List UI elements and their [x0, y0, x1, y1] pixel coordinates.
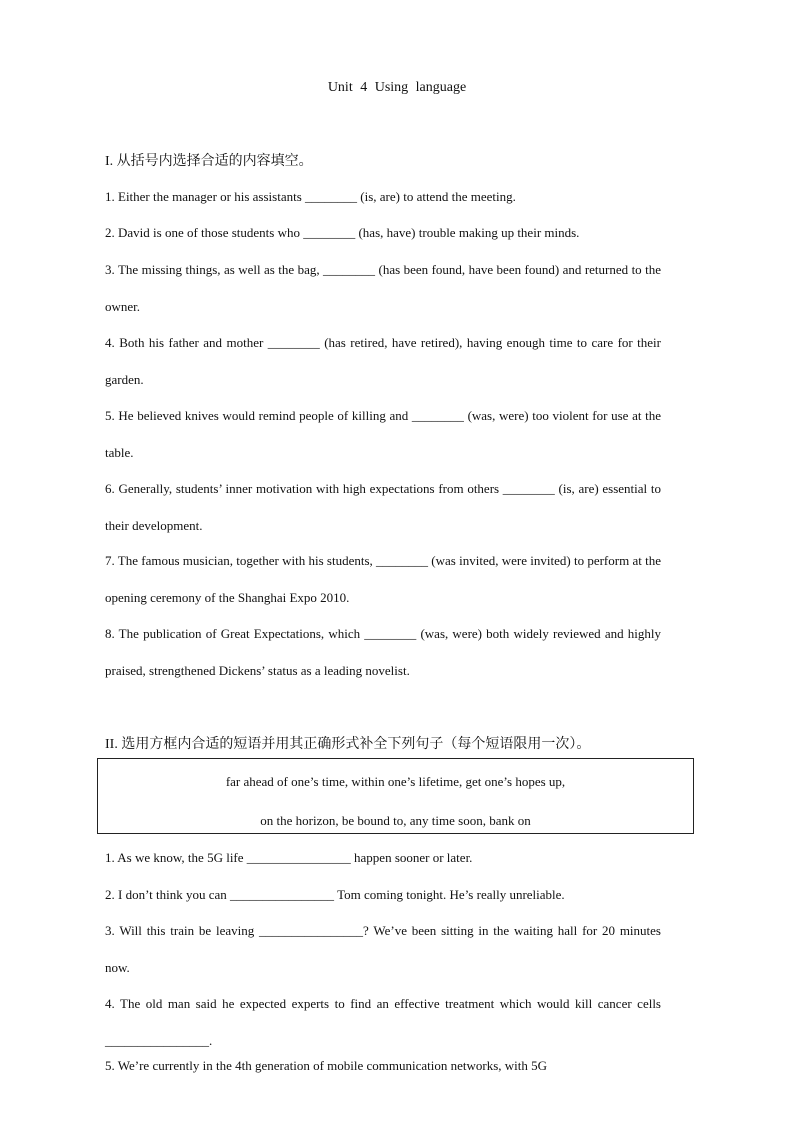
page-title: Unit 4 Using language: [327, 80, 467, 95]
question-2-3: 3. Will this train be leaving ________________? We’ve been sitting in the waiting hall for 20 minutes now.: [105, 923, 661, 975]
question-1-7: 7. The famous musician, together with his students, ________ (was invited, were invited) to perform at the opening ceremony of the Shanghai Expo 2010.: [105, 553, 661, 605]
section-1-heading: I. 从括号内选择合适的内容填空。: [105, 154, 313, 169]
question-2-1: 1. As we know, the 5G life ________________ happen sooner or later.: [105, 850, 473, 865]
section-2-heading: II. 选用方框内合适的短语并用其正确形式补全下列句子（每个短语限用一次）。: [105, 737, 591, 752]
question-2-4: 4. The old man said he expected experts to find an effective treatment which would kill cancer cells ________________.: [105, 996, 661, 1048]
question-1-6: 6. Generally, students’ inner motivation with high expectations from others ________ (is, are) essential to their development.: [105, 481, 661, 533]
question-1-8: 8. The publication of Great Expectations, which ________ (was, were) both widely reviewed and highly praised, strengthened Dickens’ status as a leading novelist.: [105, 626, 661, 678]
phrase-box: [97, 758, 694, 834]
question-1-1: 1. Either the manager or his assistants ________ (is, are) to attend the meeting.: [105, 189, 516, 204]
question-1-2: 2. David is one of those students who ________ (has, have) trouble making up their minds.: [105, 225, 580, 240]
phrase-box-line-2: on the horizon, be bound to, any time soon, bank on: [260, 813, 531, 828]
question-2-2: 2. I don’t think you can ________________ Tom coming tonight. He’s really unreliable.: [105, 887, 565, 902]
phrase-box-line-1: far ahead of one’s time, within one’s lifetime, get one’s hopes up,: [225, 774, 566, 789]
question-1-4: 4. Both his father and mother ________ (has retired, have retired), having enough time to care for their garden.: [105, 335, 661, 387]
question-1-5: 5. He believed knives would remind people of killing and ________ (was, were) too violent for use at the table.: [105, 408, 661, 460]
question-1-3: 3. The missing things, as well as the bag, ________ (has been found, have been found) and returned to the owner.: [105, 262, 661, 314]
question-2-5: 5. We’re currently in the 4th generation of mobile communication networks, with 5G: [105, 1058, 548, 1073]
